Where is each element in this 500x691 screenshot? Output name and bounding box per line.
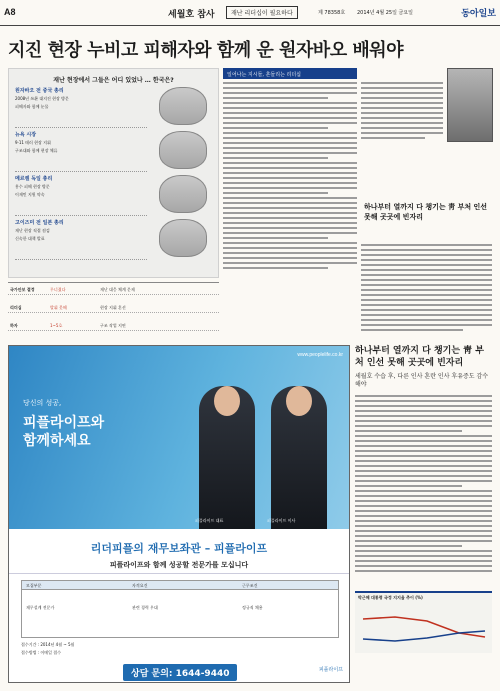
- ad-slogan-line: 함께하세요: [23, 433, 91, 449]
- ad-hero: [9, 346, 349, 529]
- ad-notes: [21, 642, 339, 658]
- page-number: A8: [4, 7, 16, 17]
- mini-chart: [355, 591, 492, 653]
- article-column-right: [361, 68, 492, 338]
- profile-item: [15, 131, 147, 172]
- article-body: [355, 395, 492, 572]
- article-column: [223, 68, 357, 278]
- ad-slogan-line: 피플라이프와: [23, 415, 105, 431]
- issue-date: 2014년 4월 25일 금요일: [357, 10, 414, 16]
- ad-tagline: 당신의 성공,: [23, 399, 62, 407]
- ad-note: 접수방법 : 이메일 접수: [21, 650, 61, 655]
- table-row: [8, 319, 219, 331]
- issue-number: 제 78358호: [318, 10, 346, 16]
- recruit-table: [21, 580, 339, 638]
- profile-name: 고이즈미 전 일본 총리: [15, 220, 64, 226]
- sub-article-headline: 하나부터 열까지 다 챙기는 靑 부처 인선 못해 곳곳에 빈자리: [355, 346, 484, 368]
- newspaper-logo: 동아일보: [461, 9, 496, 19]
- page-headline: 지진 현장 누비고 피해자와 함께 운 원자바오 배워야: [8, 40, 404, 61]
- article-body: [361, 82, 443, 142]
- mini-chart-title: 박근혜 대통령 국정 지지율 추이 (%): [358, 595, 423, 600]
- summary-table: [8, 282, 219, 339]
- table-header-cell: 모집부문: [26, 583, 42, 588]
- table-cell: 현장 지휘 혼선: [100, 305, 126, 310]
- caricature-column: [151, 87, 213, 263]
- sub-article: [355, 345, 492, 683]
- table-header-cell: 자격요건: [132, 583, 148, 588]
- caricature-image: [159, 87, 207, 125]
- table-cell: 구조 작업 지연: [100, 323, 126, 328]
- profile-list: [15, 87, 147, 263]
- table-cell: 재난 대응 체계 문제: [100, 287, 135, 292]
- ad-person-photo: [199, 386, 255, 529]
- ad-person-caption: 피플라이프 이사: [267, 518, 296, 523]
- caricature-image: [159, 131, 207, 169]
- caricature-image: [159, 175, 207, 213]
- article-kicker: 일어나는 지시들, 흔들리는 리더십: [223, 68, 357, 79]
- table-cell: 리더십: [10, 305, 22, 310]
- profile-item: [15, 87, 147, 128]
- recruit-table-header: [22, 581, 338, 590]
- profile-name: 뉴욕 시장: [15, 132, 37, 138]
- infographic: [8, 68, 219, 278]
- profile-name: 메르켈 독일 총리: [15, 176, 53, 182]
- infographic-title: 재난 현장에서 그들은 어디 있었나 … 한국은?: [53, 77, 174, 84]
- ad-logo: 피플라이프: [318, 667, 343, 673]
- masthead: [0, 0, 500, 26]
- table-cell: 정규직 채용: [242, 605, 263, 610]
- portrait-photo: [447, 68, 493, 142]
- ad-person-caption: 피플라이프 대표: [195, 518, 224, 523]
- ad-url[interactable]: www.peoplelife.co.kr: [297, 352, 343, 358]
- table-cell: 국가안보 결정: [10, 287, 35, 292]
- ad-banner-title: 리더피플의 재무보좌관 – 피플라이프: [90, 542, 268, 555]
- table-row: [8, 283, 219, 295]
- profile-item: [15, 219, 147, 260]
- article-body: [361, 244, 492, 334]
- table-cell: 하자: [10, 323, 18, 328]
- table-header-cell: 근무조건: [242, 583, 258, 588]
- ad-person-photo: [271, 386, 327, 529]
- profile-line: 홍수 피해 현장 방문: [15, 184, 50, 189]
- table-cell: 무너졌다: [50, 287, 66, 292]
- ad-note: 접수기간 : 2014년 4월 ~ 5월: [21, 642, 75, 647]
- profile-line: 재난 현장 직접 점검: [15, 228, 50, 233]
- table-cell: 관련 경력 우대: [132, 605, 158, 610]
- advertisement[interactable]: [8, 345, 350, 683]
- table-row: [8, 301, 219, 313]
- table-cell: 발휘 못해: [50, 305, 67, 310]
- profile-line: 2008년 쓰촨 대지진 현장 방문: [15, 96, 69, 101]
- profile-line: 이재민 지원 약속: [15, 192, 45, 197]
- profile-name: 원자바오 전 중국 총리: [15, 88, 64, 94]
- article-body: [223, 82, 357, 272]
- ad-banner: [9, 534, 349, 574]
- table-cell: 1~5호: [50, 323, 63, 328]
- caricature-image: [159, 219, 207, 257]
- profile-line: 신속한 대책 발표: [15, 236, 45, 241]
- table-cell: 재무설계 전문가: [26, 605, 55, 610]
- ad-banner-subtitle: 피플라이프와 함께 성공할 전문가를 모십니다: [109, 561, 249, 569]
- ad-slogan: [23, 414, 104, 450]
- section-subtitle: 재난 리더십이 필요하다: [226, 6, 298, 19]
- profile-line: 구조대와 함께 현장 체류: [15, 148, 58, 153]
- mini-chart-plot: [355, 603, 492, 653]
- profile-line: 9·11 테러 현장 지휘: [15, 140, 51, 145]
- ad-contact-phone[interactable]: 상담 문의: 1644-9440: [123, 664, 237, 681]
- profile-item: [15, 175, 147, 216]
- section-title: 세월호 참사: [168, 10, 215, 20]
- sub-article-subhead: 세월호 수습 후, 다른 인사 혼란 인사 후유증도 감수해야: [355, 373, 489, 388]
- pull-quote: 하나부터 열까지 다 챙기는 靑 부처 인선 못해 곳곳에 빈자리: [364, 203, 488, 221]
- profile-line: 피해자와 함께 눈물: [15, 104, 49, 109]
